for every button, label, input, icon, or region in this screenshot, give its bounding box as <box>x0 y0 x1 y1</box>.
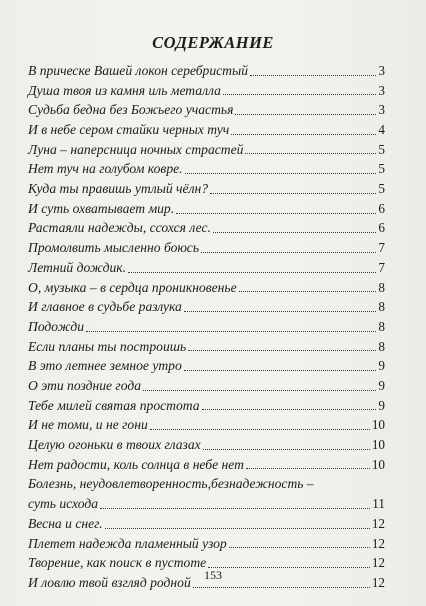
toc-entry-title: Промолвить мысленно боюсь <box>28 240 200 256</box>
toc-entry <box>28 159 385 179</box>
dot-leader <box>150 429 370 430</box>
toc-entry-line <box>28 258 385 278</box>
table-of-contents <box>28 61 385 593</box>
toc-entry-page-number: 12 <box>371 555 385 571</box>
toc-entry-line <box>28 179 385 199</box>
toc-entry-page-number: 5 <box>378 141 385 157</box>
dot-leader <box>105 528 370 529</box>
toc-entry <box>28 337 385 357</box>
toc-entry <box>28 199 385 219</box>
dot-leader <box>210 193 376 194</box>
toc-entry-title: И не томи, и не гони <box>28 417 148 433</box>
toc-entry <box>28 376 385 396</box>
toc-entry-line <box>28 534 385 554</box>
toc-entry-page-number: 8 <box>378 279 385 295</box>
toc-entry-title: Тебе милей святая простота <box>28 397 200 413</box>
toc-entry-page-number: 10 <box>371 417 385 433</box>
toc-entry-title: Куда ты правишь утлый чёлн? <box>28 181 209 197</box>
dot-leader <box>176 213 376 214</box>
toc-entry <box>28 474 385 513</box>
toc-entry-title: О, музыка – в сердца проникновенье <box>28 279 237 295</box>
toc-entry-line <box>28 120 385 140</box>
toc-entry-line <box>28 100 385 120</box>
toc-entry-page-number: 8 <box>378 318 385 334</box>
toc-entry-title: И ловлю твой взгляд родной <box>28 574 191 590</box>
toc-entry-line <box>28 61 385 81</box>
toc-entry-page-number: 12 <box>371 574 385 590</box>
toc-entry <box>28 120 385 140</box>
toc-entry-line <box>28 494 385 514</box>
dot-leader <box>184 311 377 312</box>
toc-entry <box>28 534 385 554</box>
dot-leader <box>235 114 376 115</box>
toc-entry-page-number: 9 <box>378 397 385 413</box>
toc-entry <box>28 455 385 475</box>
toc-entry-page-number: 10 <box>371 437 385 453</box>
toc-entry-title: Нет радости, коль солнца в небе нет <box>28 456 244 472</box>
dot-leader <box>223 94 377 95</box>
toc-entry <box>28 219 385 239</box>
toc-entry-line <box>28 317 385 337</box>
toc-entry-line <box>28 396 385 416</box>
dot-leader <box>100 508 370 509</box>
dot-leader <box>231 134 376 135</box>
toc-entry-line <box>28 337 385 357</box>
toc-entry <box>28 179 385 199</box>
toc-entry-title: Плетет надежда пламенный узор <box>28 535 227 551</box>
toc-entry-title: Весна и снег. <box>28 515 103 531</box>
toc-entry-line <box>28 376 385 396</box>
toc-entry-page-number: 8 <box>378 299 385 315</box>
toc-entry <box>28 100 385 120</box>
toc-entry-line <box>28 278 385 298</box>
toc-entry-title: И в небе сером стайки черных туч <box>28 122 230 138</box>
dot-leader <box>246 468 370 469</box>
toc-entry-line <box>28 415 385 435</box>
toc-entry <box>28 61 385 81</box>
toc-entry-page-number: 7 <box>378 240 385 256</box>
toc-entry-page-number: 3 <box>378 62 385 78</box>
toc-entry-line <box>28 159 385 179</box>
dot-leader <box>202 409 377 410</box>
toc-entry-title: Судьба бедна без Божьего участья <box>28 102 234 118</box>
toc-entry-title: Творение, как поиск в пустоте <box>28 555 207 571</box>
toc-entry <box>28 356 385 376</box>
toc-entry-line <box>28 514 385 534</box>
toc-entry-page-number: 12 <box>371 535 385 551</box>
toc-entry-line <box>28 199 385 219</box>
toc-entry-title: В прическе Вашей локон серебристый <box>28 62 249 78</box>
toc-entry-page-number: 12 <box>371 515 385 531</box>
toc-entry <box>28 258 385 278</box>
toc-entry-line <box>28 81 385 101</box>
page-number: 153 <box>204 568 222 582</box>
dot-leader <box>239 291 377 292</box>
toc-entry <box>28 435 385 455</box>
toc-entry-page-number: 11 <box>372 496 385 512</box>
dot-leader <box>143 390 376 391</box>
toc-entry-page-number: 3 <box>378 82 385 98</box>
toc-entry-title: Растаяли надежды, ссохся лес. <box>28 220 211 236</box>
dot-leader <box>184 370 377 371</box>
toc-entry-page-number: 9 <box>378 377 385 393</box>
toc-entry-title: Летний дождик. <box>28 259 127 275</box>
toc-entry-title: Подожди <box>28 318 85 334</box>
toc-entry <box>28 317 385 337</box>
dot-leader <box>250 75 376 76</box>
toc-entry <box>28 278 385 298</box>
toc-entry-page-number: 9 <box>378 358 385 374</box>
toc-entry-title: Душа твоя из камня иль металла <box>28 82 221 98</box>
toc-entry-page-number: 5 <box>378 181 385 197</box>
dot-leader <box>86 331 376 332</box>
toc-entry-page-number: 6 <box>378 220 385 236</box>
toc-entry <box>28 415 385 435</box>
dot-leader <box>203 449 370 450</box>
toc-entry-line <box>28 219 385 239</box>
toc-entry-title: В это летнее земное утро <box>28 358 182 374</box>
toc-entry-page-number: 3 <box>378 102 385 118</box>
dot-leader <box>213 232 377 233</box>
toc-entry-page-number: 10 <box>371 456 385 472</box>
toc-entry <box>28 297 385 317</box>
toc-entry-title-first-line: Болезнь, неудовлетворенность,безнадежность – <box>28 476 314 492</box>
dot-leader <box>245 153 376 154</box>
toc-entry <box>28 140 385 160</box>
toc-entry-page-number: 4 <box>378 122 385 138</box>
toc-entry-title: Если планы ты построишь <box>28 338 187 354</box>
toc-entry-title: суть исхода <box>28 496 99 512</box>
toc-entry-line <box>28 238 385 258</box>
toc-entry-line <box>28 435 385 455</box>
dot-leader <box>229 547 370 548</box>
toc-entry-title: Нет туч на голубом ковре. <box>28 161 183 177</box>
dot-leader <box>185 173 377 174</box>
toc-entry-line <box>28 140 385 160</box>
page-title: СОДЕРЖАНИЕ <box>152 33 274 52</box>
toc-entry <box>28 514 385 534</box>
toc-entry-title: И главное в судьбе разлука <box>28 299 182 315</box>
toc-entry-page-number: 8 <box>378 338 385 354</box>
toc-entry-page-number: 7 <box>378 259 385 275</box>
toc-entry-line <box>28 356 385 376</box>
toc-entry-line <box>28 455 385 475</box>
toc-entry-page-number: 5 <box>378 161 385 177</box>
toc-entry <box>28 81 385 101</box>
toc-entry <box>28 238 385 258</box>
dot-leader <box>201 252 376 253</box>
dot-leader <box>193 587 370 588</box>
toc-entry-title: И суть охватывает мир. <box>28 200 175 216</box>
dot-leader <box>128 272 376 273</box>
toc-entry-page-number: 6 <box>378 200 385 216</box>
toc-entry-title: О эти поздние года <box>28 377 142 393</box>
dot-leader <box>188 350 376 351</box>
toc-entry-title: Луна – наперсница ночных страстей <box>28 141 244 157</box>
toc-entry-title: Целую огоньки в твоих глазах <box>28 437 201 453</box>
toc-entry <box>28 396 385 416</box>
toc-entry-line <box>28 297 385 317</box>
